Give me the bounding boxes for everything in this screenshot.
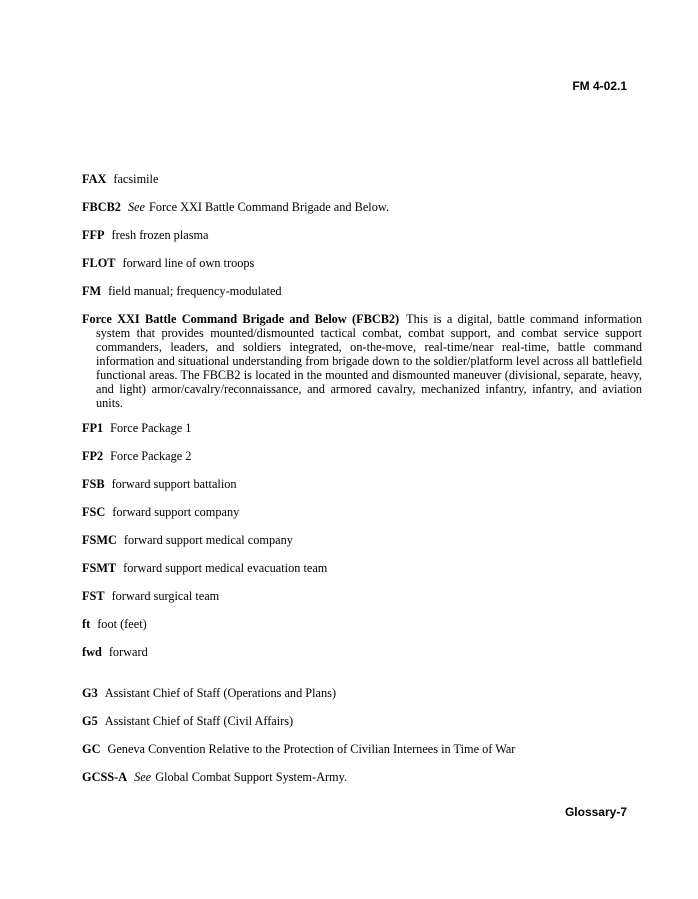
- glossary-term: G5: [82, 714, 98, 728]
- glossary-entry-fwd: [82, 645, 628, 659]
- glossary-definition: facsimile: [113, 172, 159, 186]
- glossary-definition: Force Package 1: [110, 421, 192, 435]
- glossary-term: FP2: [82, 449, 104, 463]
- glossary-entry-fp1: [82, 421, 628, 435]
- glossary-entry-g3: [82, 686, 628, 700]
- glossary-entry-fp2: [82, 449, 628, 463]
- glossary-term: ft: [82, 617, 91, 631]
- glossary-entry-fsc: [82, 505, 628, 519]
- glossary-definition: Force XXI Battle Command Brigade and Below.: [149, 200, 389, 214]
- glossary-entry-fax: [82, 172, 628, 186]
- glossary-term: FSMT: [82, 561, 117, 575]
- glossary-entry-ft: [82, 617, 628, 631]
- glossary-entry-fsb: [82, 477, 628, 491]
- see-reference: See: [134, 770, 152, 784]
- glossary-definition: forward support battalion: [111, 477, 237, 491]
- glossary-term: FLOT: [82, 256, 116, 270]
- glossary-definition: Assistant Chief of Staff (Operations and Plans): [104, 686, 337, 700]
- glossary-definition: This is a digital, battle command information system that provides mounted/dismounted tactical combat, combat support, and combat service support commanders, leaders, and soldiers integrated, on-the-move, real-time/near real-time, battle command information and situational understanding from brigade down to the soldier/platform level across all battlefield functional areas. The FBCB2 is located in the mounted and dismounted maneuver (divisional, separate, heavy, and light) armor/cavalry/reconnaissance, and armored cavalry, mechanized infantry, infantry, and aviation units.: [96, 312, 643, 410]
- glossary-term: Force XXI Battle Command Brigade and Below (FBCB2): [82, 312, 400, 326]
- glossary-term: fwd: [82, 645, 102, 659]
- glossary-entry-ffp: [82, 228, 628, 242]
- glossary-entry-flot: [82, 256, 628, 270]
- page-number: Glossary-7: [564, 805, 627, 819]
- document-id: FM 4-02.1: [572, 79, 627, 93]
- glossary-entry-gc: [82, 742, 628, 756]
- glossary-definition: Assistant Chief of Staff (Civil Affairs): [104, 714, 294, 728]
- glossary-entry-fsmt: [82, 561, 628, 575]
- glossary-term: FSC: [82, 505, 106, 519]
- glossary-definition: forward support company: [112, 505, 240, 519]
- glossary-entry-fbcb2: [82, 200, 628, 214]
- glossary-definition: forward support medical evacuation team: [123, 561, 328, 575]
- glossary-term: FBCB2: [82, 200, 121, 214]
- glossary-definition: field manual; frequency-modulated: [108, 284, 282, 298]
- glossary-definition: Geneva Convention Relative to the Protection of Civilian Internees in Time of War: [107, 742, 516, 756]
- glossary-term: FP1: [82, 421, 104, 435]
- glossary-definition: Global Combat Support System-Army.: [155, 770, 348, 784]
- glossary-term: G3: [82, 686, 98, 700]
- glossary-entry-force-xxi: [82, 312, 642, 410]
- glossary-entry-fsmc: [82, 533, 628, 547]
- glossary-term: FM: [82, 284, 102, 298]
- glossary-term: GC: [82, 742, 101, 756]
- see-reference: See: [127, 200, 146, 214]
- glossary-definition: forward support medical company: [123, 533, 293, 547]
- glossary-term: FSMC: [82, 533, 117, 547]
- glossary-definition: forward: [108, 645, 148, 659]
- glossary-entry-fm: [82, 284, 628, 298]
- glossary-definition: foot (feet): [97, 617, 147, 631]
- glossary-definition: fresh frozen plasma: [111, 228, 209, 242]
- glossary-definition: forward line of own troops: [122, 256, 255, 270]
- glossary-term: FFP: [82, 228, 105, 242]
- glossary-term: FST: [82, 589, 105, 603]
- glossary-entry-fst: [82, 589, 628, 603]
- glossary-term: FAX: [82, 172, 107, 186]
- glossary-term: FSB: [82, 477, 105, 491]
- glossary-entry-gcss-a: [82, 770, 628, 784]
- glossary-term: GCSS-A: [82, 770, 128, 784]
- glossary-entry-g5: [82, 714, 628, 728]
- glossary-definition: Force Package 2: [110, 449, 192, 463]
- glossary-definition: forward surgical team: [111, 589, 220, 603]
